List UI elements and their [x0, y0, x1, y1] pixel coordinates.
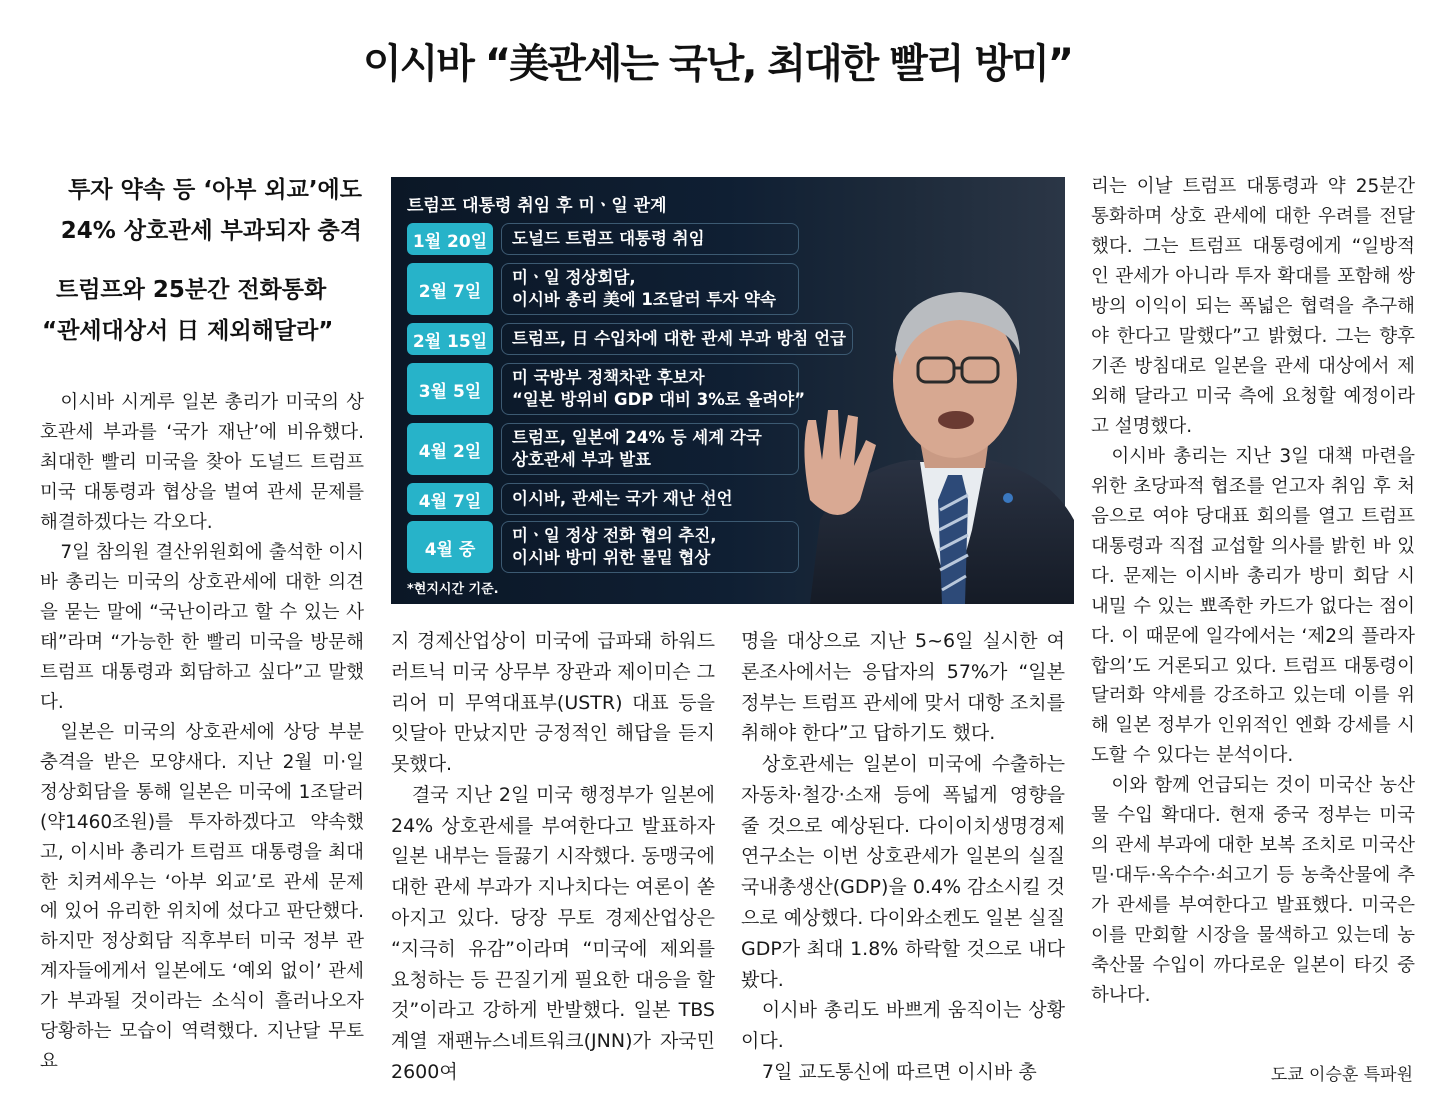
paragraph: 명을 대상으로 지난 5~6일 실시한 여론조사에서는 응답자의 57%가 “일본 정부는 트럼프 관세에 맞서 대항 조치를 취해야 한다”고 답하기도 했다. — [741, 630, 1065, 745]
paragraph: 상호관세는 일본이 미국에 수출하는 자동차·철강·소재 등에 폭넓게 영향을 줄 것으로 예상된다. 다이이치생명경제연구소는 이번 상호관세가 일본의 실질 국내총생산(GDP)을 0.4% 감소시킬 것으로 예상했다. 다이와소켄도 일본 실질 GDP가 최대 1.8% 하락할 것으로 내다봤다. — [741, 753, 1065, 991]
subhead-2 — [42, 272, 378, 349]
timeline-event — [501, 263, 799, 315]
event-line: 이시바 방미 위한 물밑 협상 — [512, 548, 711, 567]
article-column-4 — [1091, 172, 1415, 1011]
subhead-1 — [40, 172, 362, 249]
subhead-line: 24% 상호관세 부과되자 충격 — [60, 218, 362, 244]
event-line: 이시바, 관세는 국가 재난 선언 — [512, 489, 733, 508]
timeline-row — [407, 423, 799, 475]
event-line: 미ㆍ일 정상 전화 협의 추진, — [512, 526, 717, 545]
timeline-date: 4월 2일 — [407, 423, 493, 475]
timeline-event — [501, 423, 799, 475]
paragraph: 7일 참의원 결산위원회에 출석한 이시바 총리는 미국의 상호관세에 대한 의견을 묻는 말에 “국난이라고 할 수 있는 사태”라며 “가능한 한 빨리 미국을 방문해 트럼프 대통령과 회담하고 싶다”고 말했다. — [40, 541, 364, 713]
timeline-row — [407, 363, 806, 415]
paragraph: 이시바 시게루 일본 총리가 미국의 상호관세 부과를 ‘국가 재난’에 비유했다. 최대한 빨리 미국을 찾아 도널드 트럼프 미국 대통령과 협상을 벌여 관세 문제를 해결하겠다는 각오다. — [40, 392, 364, 533]
timeline-row — [407, 263, 799, 315]
timeline-row — [407, 521, 799, 573]
byline: 도쿄 이승훈 특파원 — [1270, 1065, 1413, 1085]
timeline-date: 1월 20일 — [407, 223, 493, 255]
graphic-title: 트럼프 대통령 취임 후 미ㆍ일 관계 — [407, 196, 667, 216]
portrait-photo — [780, 270, 1074, 604]
timeline-event — [501, 223, 799, 255]
timeline-date: 2월 15일 — [407, 323, 493, 355]
event-line: 미 국방부 정책차관 후보자 — [512, 368, 705, 387]
article-column-3 — [741, 626, 1065, 1088]
paragraph: 이와 함께 언급되는 것이 미국산 농산물 수입 확대다. 현재 중국 정부는 미국의 관세 부과에 대한 보복 조치로 미국산 밀·대두·옥수수·쇠고기 등 농축산물에 추가 관세를 부여한다고 발표했다. 미국은 이를 만회할 시장을 물색하고 있는데 농축산물 수입이 까다로운 일본이 타깃 중 하나다. — [1091, 775, 1415, 1007]
timeline-row — [407, 323, 846, 355]
paragraph: 리는 이날 트럼프 대통령과 약 25분간 통화하며 상호 관세에 대한 우려를 전달했다. 그는 트럼프 대통령에게 “일방적인 관세가 아니라 투자 확대를 포함해 쌍방의 이익이 되는 폭넓은 협력을 추구해야 한다고 말했다”고 밝혔다. 그는 향후 기존 방침대로 일본을 관세 대상에서 제외해 달라고 미국 측에 요청할 예정이라고 설명했다. — [1091, 176, 1415, 437]
subhead-line: “관세대상서 日 제외해달라” — [42, 318, 334, 344]
event-line: “일본 방위비 GDP 대비 3%로 올려야” — [512, 390, 806, 409]
timeline-date: 4월 중 — [407, 521, 493, 573]
headline: 이시바 “美관세는 국난, 최대한 빨리 방미” — [362, 41, 1072, 87]
article-column-1 — [40, 388, 364, 1077]
timeline-event — [501, 521, 799, 573]
event-line: 이시바 총리 美에 1조달러 투자 약속 — [512, 290, 776, 309]
subhead-line: 투자 약속 등 ‘아부 외교’에도 — [68, 177, 362, 203]
graphic-note: *현지시간 기준. — [407, 582, 499, 597]
paragraph: 이시바 총리는 지난 3일 대책 마련을 위한 초당파적 협조를 얻고자 취임 후 처음으로 여야 당대표 회의를 열고 트럼프 대통령과 직접 교섭할 의사를 밝힌 바 있다. 문제는 이시바 총리가 방미 회담 시 내밀 수 있는 뾰족한 카드가 없다는 점이다. 이 때문에 일각에서는 ‘제2의 플라자 합의’도 거론되고 있다. 트럼프 대통령이 달러화 약세를 강조하고 있는데 이를 위해 일본 정부가 인위적인 엔화 강세를 시도할 수 있다는 분석이다. — [1091, 445, 1415, 767]
event-line: 트럼프, 일본에 24% 등 세계 각국 — [512, 428, 762, 447]
paragraph: 지 경제산업상이 미국에 급파돼 하워드 러트닉 미국 상무부 장관과 제이미슨 그리어 미 무역대표부(USTR) 대표 등을 잇달아 만났지만 긍정적인 해답을 듣지 못했다. — [391, 630, 715, 776]
paragraph: 일본은 미국의 상호관세에 상당 부분 충격을 받은 모양새다. 지난 2월 미·일 정상회담을 통해 일본은 미국에 1조달러(약1460조원)를 투자하겠다고 약속했고, 이시바 총리가 트럼프 대통령을 최대한 치켜세우는 ‘아부 외교’로 관세 문제에 있어 유리한 위치에 섰다고 판단했다. 하지만 정상회담 직후부터 미국 정부 관계자들에게서 일본에도 ‘예외 없이’ 관세가 부과될 것이라는 소식이 흘러나오자 당황하는 모습이 역력했다. 지난달 무토 요 — [40, 721, 364, 1073]
paragraph: 7일 교도통신에 따르면 이시바 총 — [761, 1060, 1037, 1083]
timeline-date: 2월 7일 — [407, 263, 493, 315]
event-line: 미ㆍ일 정상회담, — [512, 268, 636, 287]
timeline-date: 4월 7일 — [407, 483, 493, 515]
timeline-event — [501, 363, 806, 415]
event-line: 상호관세 부과 발표 — [512, 450, 652, 469]
timeline-date: 3월 5일 — [407, 363, 493, 415]
paragraph: 이시바 총리도 바쁘게 움직이는 상황이다. — [741, 999, 1065, 1053]
article-column-2 — [391, 626, 715, 1088]
timeline-event — [501, 483, 733, 515]
event-line: 트럼프, 日 수입차에 대한 관세 부과 방침 언급 — [512, 329, 846, 348]
timeline-row — [407, 223, 799, 255]
timeline-row — [407, 483, 799, 515]
subhead-line: 트럼프와 25분간 전화통화 — [56, 277, 327, 303]
event-line: 도널드 트럼프 대통령 취임 — [512, 229, 705, 248]
paragraph: 결국 지난 2일 미국 행정부가 일본에 24% 상호관세를 부여한다고 발표하자 일본 내부는 들끓기 시작했다. 동맹국에 대한 관세 부과가 지나치다는 여론이 쏟아지고 있다. 당장 무토 경제산업상은 “지극히 유감”이라며 “미국에 제외를 요청하는 등 끈질기게 필요한 대응을 할 것”이라고 강하게 반발했다. 일본 TBS 계열 재팬뉴스네트워크(JNN)가 자국민 2600여 — [391, 783, 715, 1083]
